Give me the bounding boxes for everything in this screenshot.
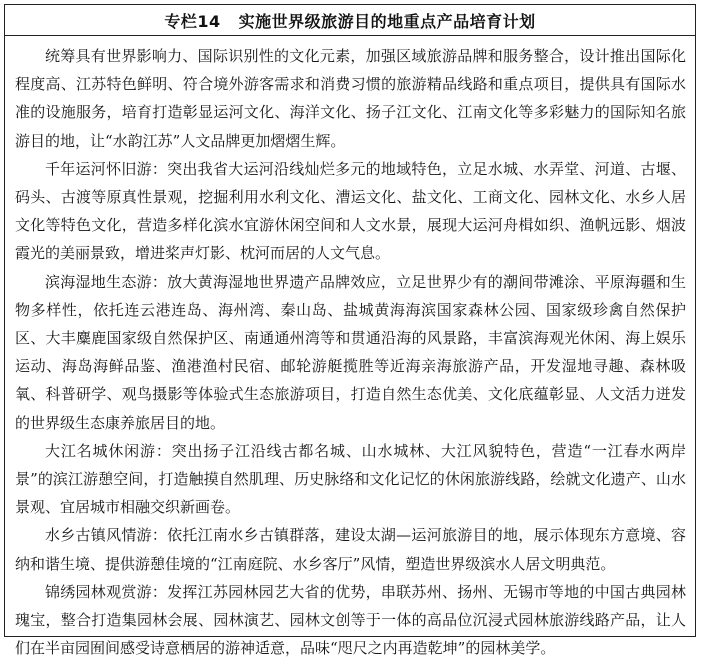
paragraph-river-city-tour: 大江名城休闲游：突出扬子江沿线古都名城、山水城林、大江风貌特色，营造“一江春水两岸景”的滨江游憩空间，打造触摸自然肌理、历史脉络和文化记忆的休闲旅游线路，绘就文化遗产、山水景观、宜居城市相融交织新画卷。 — [15, 441, 686, 517]
paragraph-canal-tour: 千年运河怀旧游：突出我省大运河沿线灿烂多元的地域特色，立足水城、水弄堂、河道、古堰、码头、古渡等原真性景观，挖掘利用水利文化、漕运文化、盐文化、工商文化、园林文化、水乡人居文化等特色文化，营造多样化滨水宜游休闲空间和人文水景，展现大运河舟楫如织、渔帆远影、烟波霞光的美丽景致，增进桨声灯影、枕河而居的人文气息。 — [15, 159, 686, 263]
paragraph-coastal-wetland-tour: 滨海湿地生态游：放大黄海湿地世界遗产品牌效应，立足世界少有的潮间带滩涂、平原海疆和生物多样性，依托连云港连岛、海州湾、秦山岛、盐城黄海海滨国家森林公园、国家级珍禽自然保护区、大丰麋鹿国家级自然保护区、南通通州湾等和贯通沿海的风景路，丰富滨海观光休闲、海上娱乐运动、海岛海鲜品鉴、渔港渔村民宿、邮轮游艇揽胜等近海亲海旅游产品，开发湿地寻趣、森林吸氧、科普研学、观鸟摄影等体验式生态旅游项目，打造自然生态优美、文化底蕴彰显、人文活力迸发的世界级生态康养旅居目的地。 — [15, 272, 686, 432]
box-title-row — [5, 5, 695, 36]
box-content — [5, 36, 695, 662]
paragraph-garden-tour: 锦绣园林观赏游：发挥江苏园林园艺大省的优势，串联苏州、扬州、无锡市等地的中国古典园林瑰宝，整合打造集园林会展、园林演艺、园林文创等于一体的高品位沉浸式园林旅游线路产品，让人们在半亩园囿间感受诗意栖居的游神适意，品味“咫尺之内再造乾坤”的园林美学。 — [15, 582, 686, 658]
feature-box — [4, 4, 696, 658]
box-title: 实施世界级旅游目的地重点产品培育计划 — [238, 11, 536, 31]
intro-paragraph: 统筹具有世界影响力、国际识别性的文化元素，加强区域旅游品牌和服务整合，设计推出国际化程度高、江苏特色鲜明、符合境外游客需求和消费习惯的旅游精品线路和重点项目，提供具有国际水准的设施服务，培育打造彰显运河文化、海洋文化、扬子江文化、江南文化等多彩魅力的国际知名旅游目的地，让“水韵江苏”人文品牌更加熠熠生辉。 — [15, 47, 686, 150]
paragraph-water-town-tour: 水乡古镇风情游：依托江南水乡古镇群落，建设太湖—运河旅游目的地，展示体现东方意境、容纳和谐生境、提供游憩佳境的“江南庭院、水乡客厅”风情，塑造世界级滨水人居文明典范。 — [15, 526, 686, 573]
box-number: 专栏14 — [164, 11, 221, 31]
